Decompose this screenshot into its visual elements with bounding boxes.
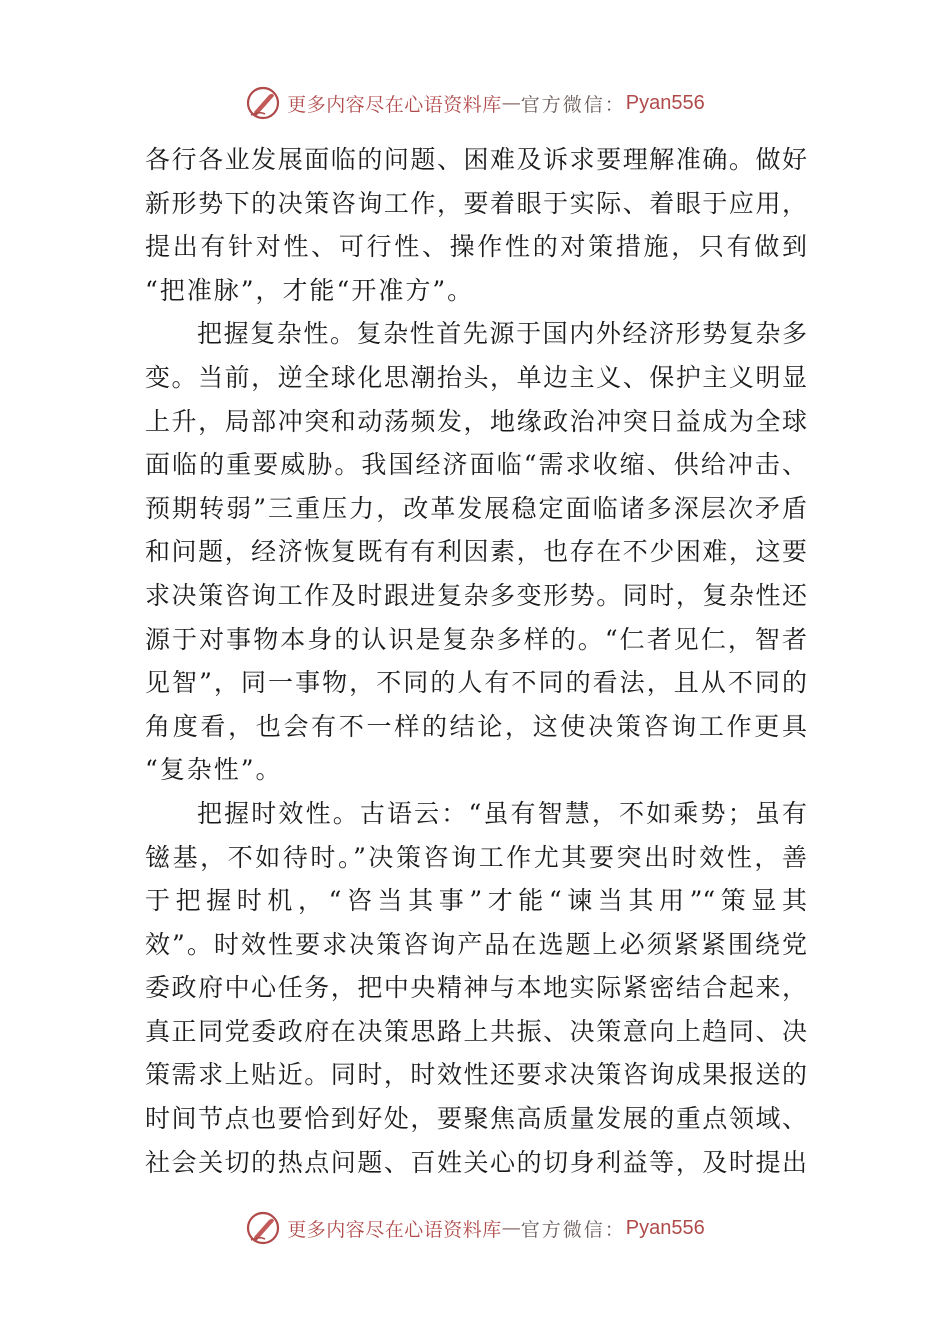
header-watermark-banner	[0, 83, 950, 123]
footer-watermark-banner	[0, 1208, 950, 1248]
banner-site-name: 更多内容尽在心语资料库	[287, 93, 502, 116]
text-line: 真正同党委政府在决策思路上共振、决策意向上趋同、决	[145, 1016, 807, 1046]
text-line: 把握时效性。古语云：“虽有智慧，不如乘势；虽有	[197, 798, 807, 828]
banner-separator: —	[501, 1217, 521, 1239]
text-line: 和问题，经济恢复既有有利因素，也存在不少困难，这要	[145, 537, 807, 567]
text-line: “复杂性”。	[145, 755, 283, 785]
text-line: 预期转弱”三重压力，改革发展稳定面临诸多深层次矛盾	[145, 493, 807, 523]
text-line: 各行各业发展面临的问题、困难及诉求要理解准确。做好	[145, 145, 807, 174]
text-line: 镃基，不如待时。”决策咨询工作尤其要突出时效性，善	[145, 842, 807, 872]
text-line: 提出有针对性、可行性、操作性的对策措施，只有做到	[145, 232, 807, 262]
text-line: 委政府中心任务，把中央精神与本地实际紧密结合起来，	[145, 973, 807, 1003]
text-line: 角度看，也会有不一样的结论，这使决策咨询工作更具	[145, 711, 807, 741]
paragraph-timeliness	[145, 792, 807, 1184]
text-line: 变。当前，逆全球化思潮抬头，单边主义、保护主义明显	[145, 362, 807, 392]
banner-wechat-label: 官方微信：	[520, 93, 626, 116]
quill-pen-logo-icon	[245, 85, 281, 121]
document-body	[145, 138, 807, 1184]
paragraph-continuation	[145, 138, 807, 312]
text-line: 上升，局部冲突和动荡频发，地缘政治冲突日益成为全球	[145, 406, 807, 436]
text-line: 社会关切的热点问题、百姓关心的切身利益等，及时提出	[145, 1147, 807, 1177]
text-line: 时间节点也要恰到好处，要聚焦高质量发展的重点领域、	[145, 1104, 807, 1134]
text-line: 源于对事物本身的认识是复杂多样的。“仁者见仁，智者	[145, 624, 807, 654]
banner-wechat-id: Pyan556	[625, 91, 705, 114]
text-line: 面临的重要威胁。我国经济面临“需求收缩、供给冲击、	[145, 450, 807, 480]
text-line: 把握复杂性。复杂性首先源于国内外经济形势复杂多	[197, 319, 807, 349]
banner-wechat-label: 官方微信：	[520, 1218, 626, 1241]
quill-pen-logo-icon	[245, 1210, 281, 1246]
text-line: 效”。时效性要求决策咨询产品在选题上必须紧紧围绕党	[145, 929, 807, 959]
text-line: “把准脉”，才能“开准方”。	[145, 275, 475, 305]
text-line: 于把握时机，“咨当其事”才能“谏当其用”“策显其	[145, 886, 807, 916]
paragraph-complexity	[145, 312, 807, 792]
text-line: 新形势下的决策咨询工作，要着眼于实际、着眼于应用，	[145, 188, 807, 218]
text-line: 见智”，同一事物，不同的人有不同的看法，且从不同的	[145, 668, 807, 698]
banner-separator: —	[501, 92, 521, 114]
text-line: 求决策咨询工作及时跟进复杂多变形势。同时，复杂性还	[145, 580, 807, 610]
banner-site-name: 更多内容尽在心语资料库	[287, 1218, 502, 1241]
banner-wechat-id: Pyan556	[625, 1216, 705, 1239]
text-line: 策需求上贴近。同时，时效性还要求决策咨询成果报送的	[145, 1060, 807, 1090]
